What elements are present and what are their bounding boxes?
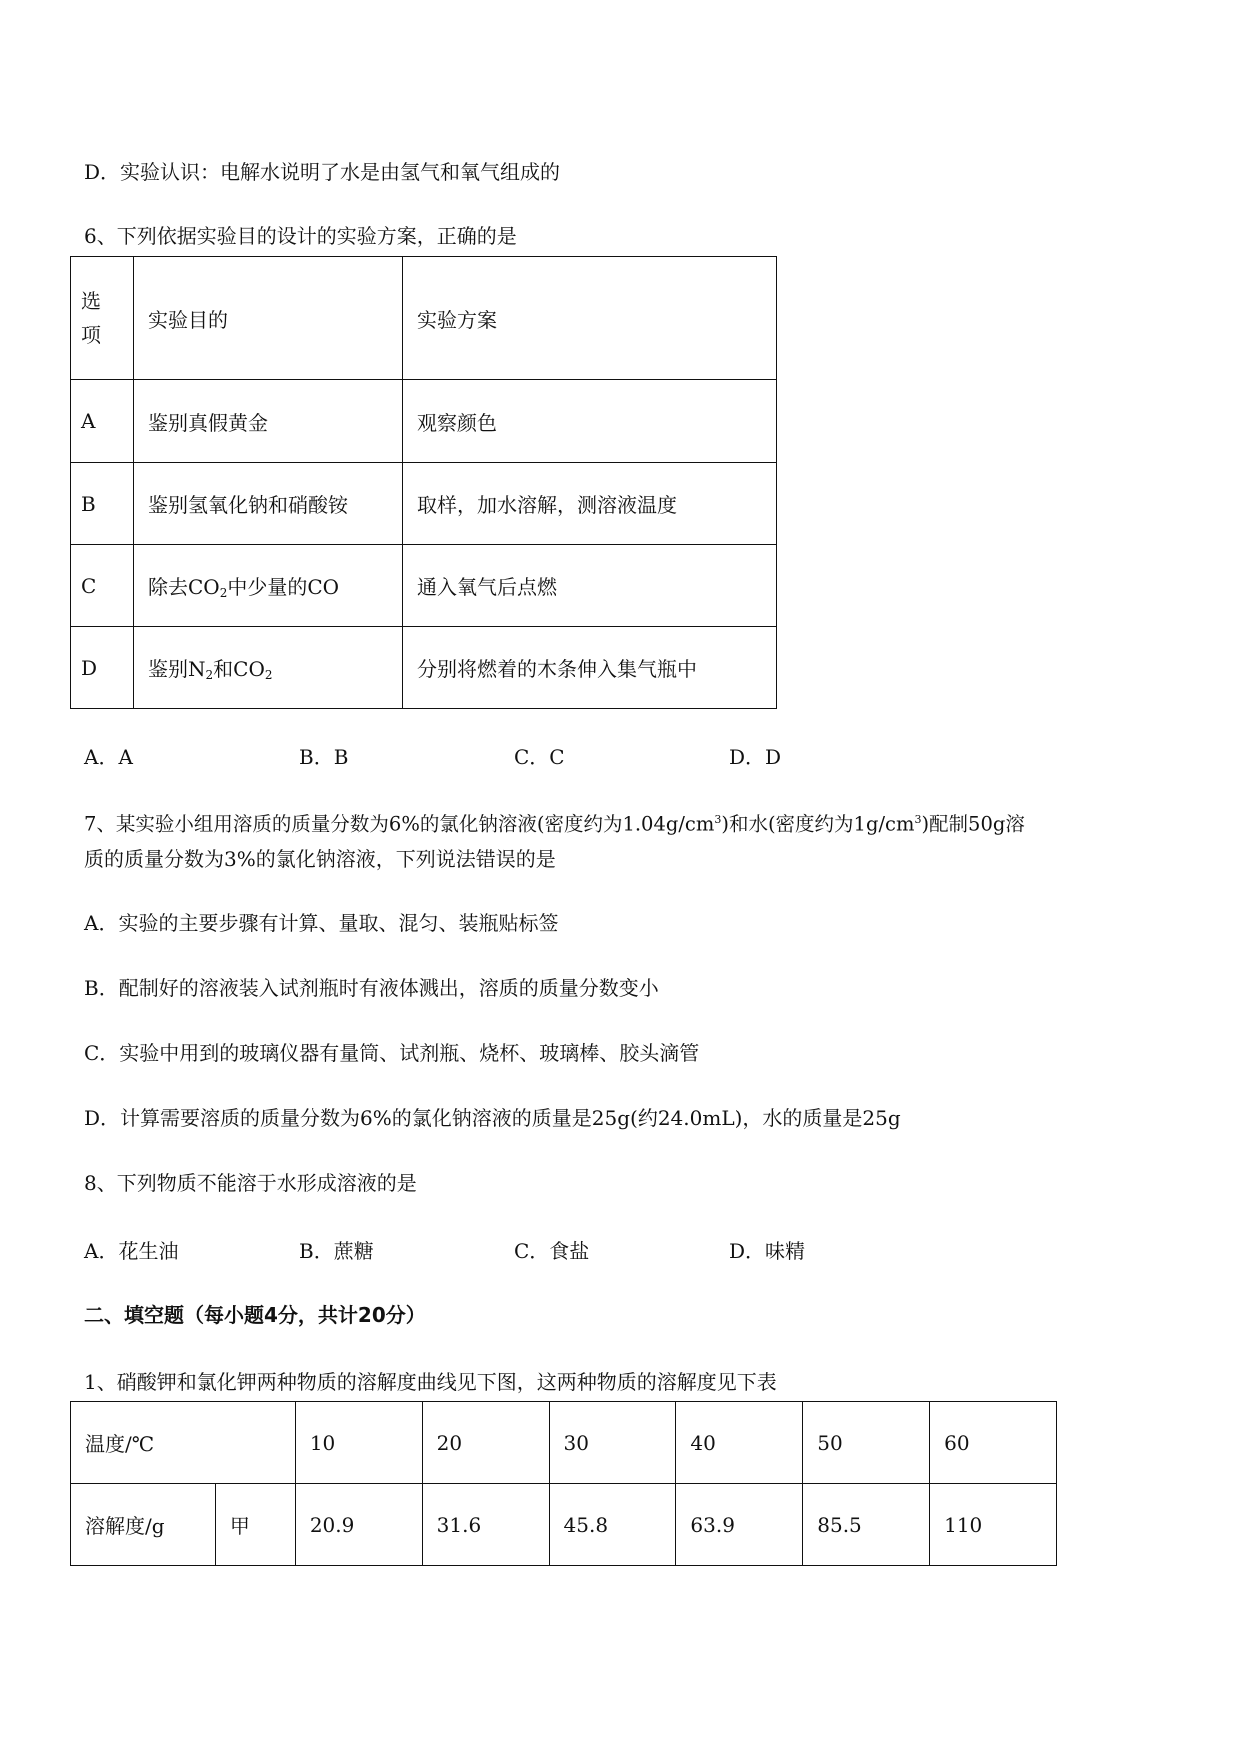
solubility-table xyxy=(70,1401,1057,1566)
q7-option-d: D．计算需要溶质的质量分数为6%的氯化钠溶液的质量是25g(约24.0mL)，水的质量是25g xyxy=(84,1106,901,1130)
q7-option-a: A．实验的主要步骤有计算、量取、混匀、装瓶贴标签 xyxy=(84,911,559,935)
option-b: B．B xyxy=(299,745,349,769)
option-a: A．A xyxy=(84,745,133,769)
q5-option-d: D．实验认识：电解水说明了水是由氢气和氧气组成的 xyxy=(84,160,561,184)
table-row: C 除去$CO_2$中少量的CO 通入氧气后点燃 xyxy=(71,545,777,627)
table-header-goal: 实验目的 xyxy=(134,257,403,380)
temp-label: 温度/℃ xyxy=(71,1402,296,1484)
q7-option-c: C．实验中用到的玻璃仪器有量筒、试剂瓶、烧杯、玻璃棒、胶头滴管 xyxy=(84,1041,700,1065)
q7-stem-line2: 质的质量分数为3%的氯化钠溶液，下列说法错误的是 xyxy=(84,847,556,871)
table-header-plan: 实验方案 xyxy=(403,257,777,380)
option-a: A．花生油 xyxy=(84,1239,179,1263)
fill1-stem: 1、硝酸钾和氯化钾两种物质的溶解度曲线见下图，这两种物质的溶解度见下表 xyxy=(84,1370,777,1394)
solubility-label: 溶解度/g xyxy=(71,1484,216,1566)
q6-table xyxy=(70,256,777,709)
option-b: B．蔗糖 xyxy=(299,1239,374,1263)
q6-stem: 6、下列依据实验目的设计的实验方案，正确的是 xyxy=(84,224,517,248)
table-row: 温度/℃ 10 20 30 40 50 60 xyxy=(71,1402,1057,1484)
q7-option-b: B．配制好的溶液装入试剂瓶时有液体溅出，溶质的质量分数变小 xyxy=(84,976,659,1000)
q7-stem-line1: 7、某实验小组用溶质的质量分数为6%的氯化钠溶液(密度约为$1.04g/cm^3$)和水(密度约为$1g/cm^3$)配制50g溶 xyxy=(84,812,1025,836)
table-row: B 鉴别氢氧化钠和硝酸铵 取样，加水溶解，测溶液温度 xyxy=(71,463,777,545)
section-heading: 二、填空题（每小题4分，共计20分） xyxy=(84,1303,426,1327)
option-c: C．食盐 xyxy=(514,1239,590,1263)
table-header-option: 选 项 xyxy=(71,257,134,380)
table-row: A 鉴别真假黄金 观察颜色 xyxy=(71,380,777,463)
option-c: C．C xyxy=(514,745,565,769)
option-d: D．味精 xyxy=(729,1239,806,1263)
table-row: D 鉴别$N_2$和$CO_2$ 分别将燃着的木条伸入集气瓶中 xyxy=(71,627,777,709)
q8-stem: 8、下列物质不能溶于水形成溶液的是 xyxy=(84,1171,417,1195)
table-row: 溶解度/g 甲 20.9 31.6 45.8 63.9 85.5 110 xyxy=(71,1484,1057,1566)
substance-label: 甲 xyxy=(215,1484,295,1566)
option-d: D．D xyxy=(729,745,782,769)
